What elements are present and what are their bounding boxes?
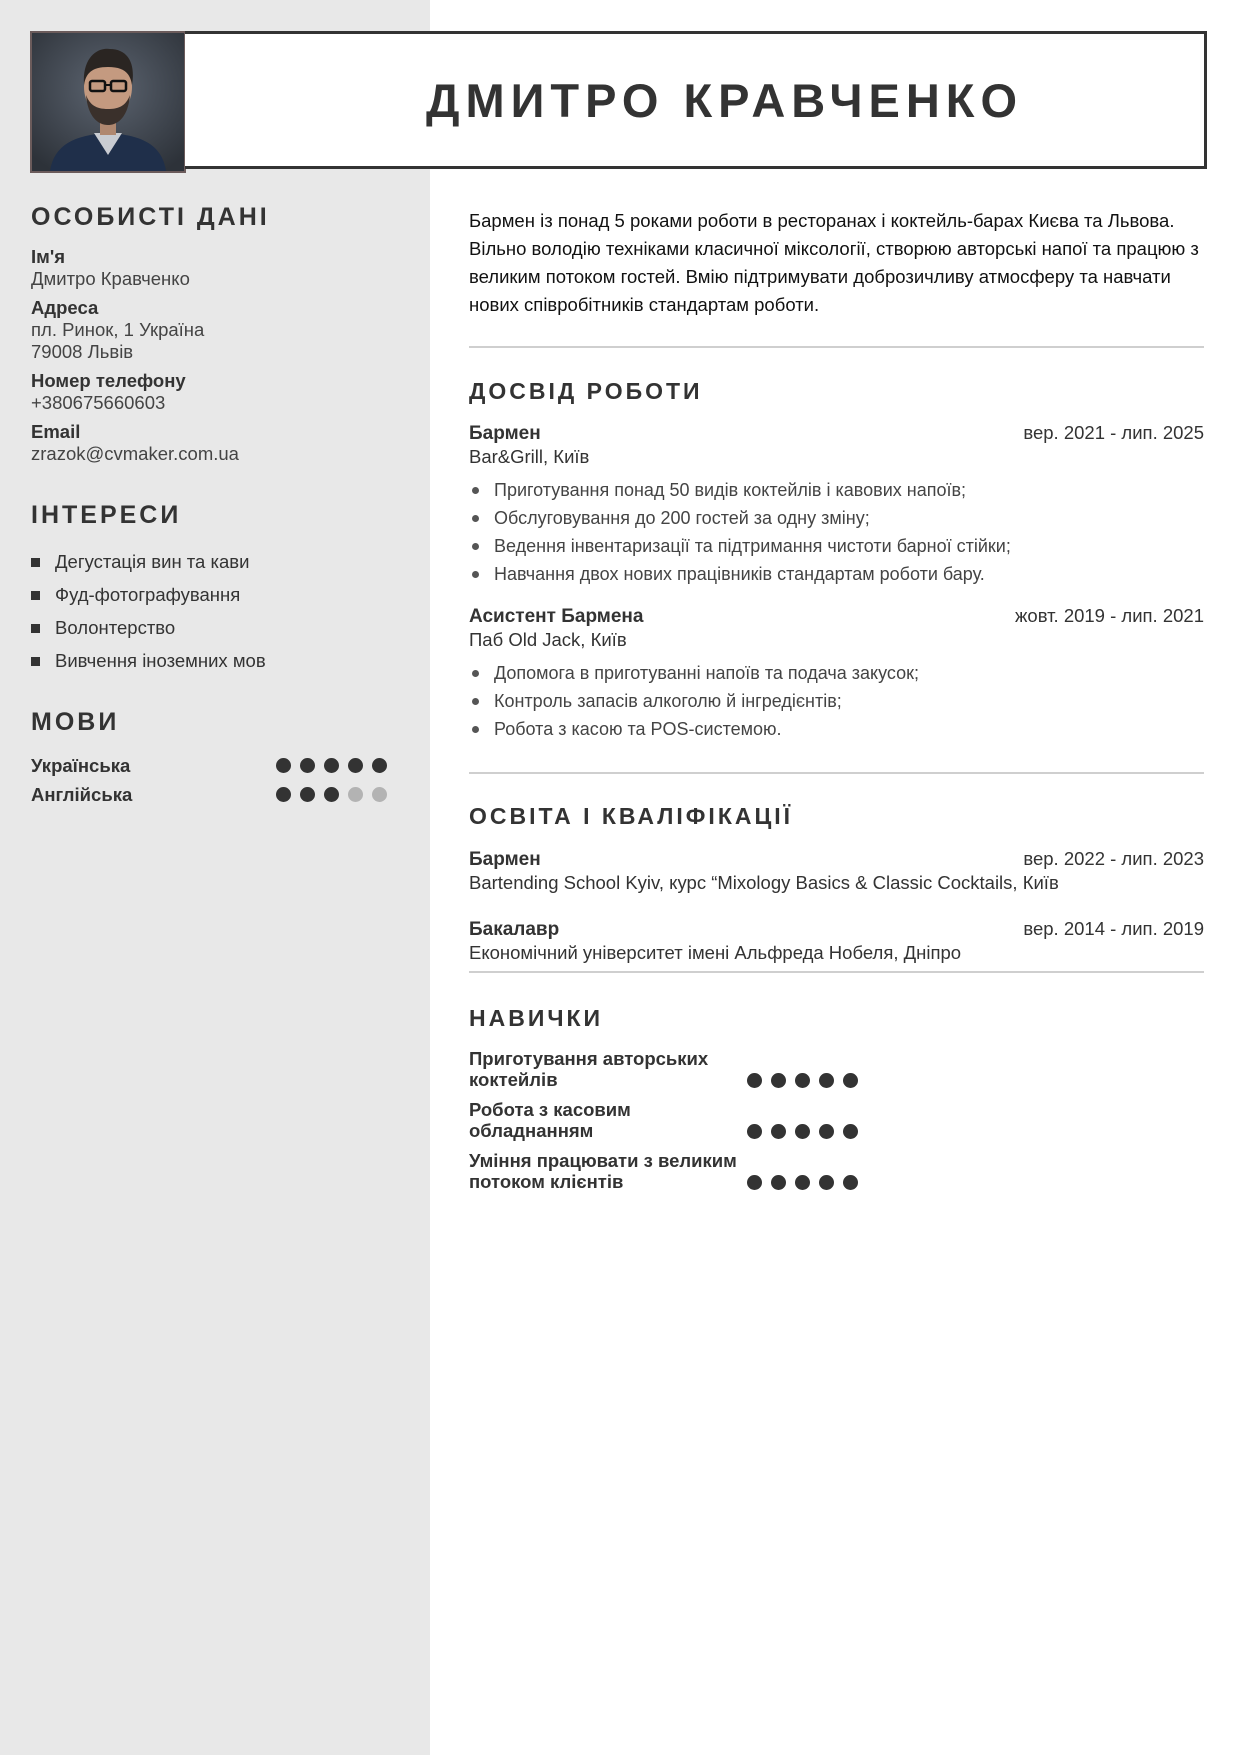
skill-name: Приготування авторських коктейлів	[469, 1048, 709, 1090]
divider	[469, 772, 1204, 774]
rating-dots	[276, 758, 387, 773]
list-item: Фуд-фотографування	[31, 584, 401, 617]
field-label: Номер телефону	[31, 370, 186, 391]
job-entry	[469, 605, 1204, 746]
field-value: Дмитро Кравченко	[31, 268, 190, 289]
section-title-languages: МОВИ	[31, 708, 120, 736]
rating-dot-filled	[819, 1124, 834, 1139]
section-title-education: ОСВІТА І КВАЛІФІКАЦІЇ	[469, 803, 794, 829]
name-header	[185, 31, 1207, 169]
skill-name: Уміння працювати з великим потоком клієнтів	[469, 1150, 737, 1192]
rating-dot-filled	[795, 1073, 810, 1088]
job-employer: Bar&Grill, Київ	[469, 446, 590, 467]
rating-dot-filled	[843, 1073, 858, 1088]
language-name: Українська	[31, 754, 131, 776]
languages-section	[31, 708, 387, 809]
list-item: Волонтерство	[31, 617, 401, 650]
rating-dot-filled	[771, 1073, 786, 1088]
rating-dot-filled	[300, 758, 315, 773]
education-date: вер. 2022 - лип. 2023	[1023, 848, 1204, 869]
education-date: вер. 2014 - лип. 2019	[1023, 918, 1204, 939]
education-institution: Економічний університет імені Альфреда Нобеля, Дніпро	[469, 942, 962, 963]
profile-summary: Бармен із понад 5 роками роботи в ресторанах і коктейль-барах Києва та Львова. Вільно володію техніками класичної міксології, створюю авторські напої та працюю з великим потоком гостей. Вмію підтримувати доброзичливу атмосферу та навчати нових співробітників стандартам роботи.	[469, 210, 1199, 315]
skill-row	[469, 1150, 869, 1192]
rating-dot-filled	[819, 1073, 834, 1088]
skill-row	[469, 1048, 869, 1090]
rating-dot-filled	[819, 1175, 834, 1190]
field-phone	[31, 370, 401, 414]
field-label: Email	[31, 421, 81, 442]
rating-dot-filled	[795, 1124, 810, 1139]
rating-dot-filled	[795, 1175, 810, 1190]
education-title: Бармен	[469, 849, 541, 870]
profile-photo-image	[32, 33, 184, 171]
candidate-name: ДМИТРО КРАВЧЕНКО	[425, 73, 1024, 127]
education-institution: Bartending School Kyiv, курс “Mixology Basics & Classic Cocktails, Київ	[469, 872, 1059, 893]
field-label: Адреса	[31, 297, 99, 318]
education-entry	[469, 918, 1204, 965]
profile-photo	[30, 31, 186, 173]
rating-dot-empty	[372, 787, 387, 802]
rating-dot-empty	[348, 787, 363, 802]
section-title-personal: ОСОБИСТІ ДАНІ	[31, 203, 270, 231]
field-name	[31, 246, 401, 290]
list-item: Контроль запасів алкоголю й інгредієнтів;	[469, 690, 1204, 718]
education-title: Бакалавр	[469, 919, 560, 940]
rating-dot-filled	[747, 1175, 762, 1190]
list-item: Навчання двох нових працівників стандартам роботи бару.	[469, 563, 1204, 591]
interests-section	[31, 501, 401, 683]
personal-section	[31, 203, 401, 472]
language-name: Англійська	[31, 783, 133, 805]
list-item: Вивчення іноземних мов	[31, 650, 401, 683]
section-title-skills: НАВИЧКИ	[469, 1005, 604, 1031]
education-entry	[469, 848, 1204, 895]
rating-dot-filled	[348, 758, 363, 773]
job-title: Асистент Бармена	[469, 606, 644, 627]
job-entry	[469, 422, 1204, 591]
list-item: Ведення інвентаризації та підтримання чистоти барної стійки;	[469, 535, 1204, 563]
field-value: +380675660603	[31, 392, 166, 413]
list-item: Допомога в приготуванні напоїв та подача закусок;	[469, 662, 1204, 690]
rating-dot-filled	[843, 1124, 858, 1139]
divider	[469, 346, 1204, 348]
section-title-experience: ДОСВІД РОБОТИ	[469, 378, 703, 404]
list-item: Приготування понад 50 видів коктейлів і кавових напоїв;	[469, 479, 1204, 507]
job-duties	[469, 662, 1204, 746]
rating-dot-filled	[771, 1124, 786, 1139]
rating-dot-filled	[372, 758, 387, 773]
section-title-interests: ІНТЕРЕСИ	[31, 501, 182, 529]
field-value: пл. Ринок, 1 Україна	[31, 319, 205, 340]
list-item: Обслуговування до 200 гостей за одну зміну;	[469, 507, 1204, 535]
rating-dot-filled	[276, 758, 291, 773]
field-label: Ім'я	[31, 246, 66, 267]
job-date: вер. 2021 - лип. 2025	[1023, 422, 1204, 443]
skill-name: Робота з касовим обладнанням	[469, 1099, 631, 1141]
job-employer: Паб Old Jack, Київ	[469, 629, 627, 650]
list-item: Робота з касою та POS-системою.	[469, 718, 1204, 746]
language-row	[31, 751, 387, 780]
interests-list	[31, 551, 401, 683]
job-duties	[469, 479, 1204, 591]
list-item: Дегустація вин та кави	[31, 551, 401, 584]
rating-dots	[747, 1175, 858, 1190]
divider	[469, 971, 1204, 973]
field-address	[31, 297, 401, 363]
rating-dot-filled	[843, 1175, 858, 1190]
rating-dot-filled	[324, 758, 339, 773]
rating-dot-filled	[771, 1175, 786, 1190]
rating-dot-filled	[300, 787, 315, 802]
rating-dots	[276, 787, 387, 802]
language-row	[31, 780, 387, 809]
rating-dots	[747, 1124, 858, 1139]
skill-row	[469, 1099, 869, 1141]
rating-dots	[747, 1073, 858, 1088]
job-date: жовт. 2019 - лип. 2021	[1015, 605, 1204, 626]
field-value: zrazok@cvmaker.com.ua	[31, 443, 239, 464]
job-title: Бармен	[469, 423, 541, 444]
rating-dot-filled	[324, 787, 339, 802]
rating-dot-filled	[276, 787, 291, 802]
rating-dot-filled	[747, 1124, 762, 1139]
field-value: 79008 Львів	[31, 341, 134, 362]
rating-dot-filled	[747, 1073, 762, 1088]
field-email	[31, 421, 401, 465]
